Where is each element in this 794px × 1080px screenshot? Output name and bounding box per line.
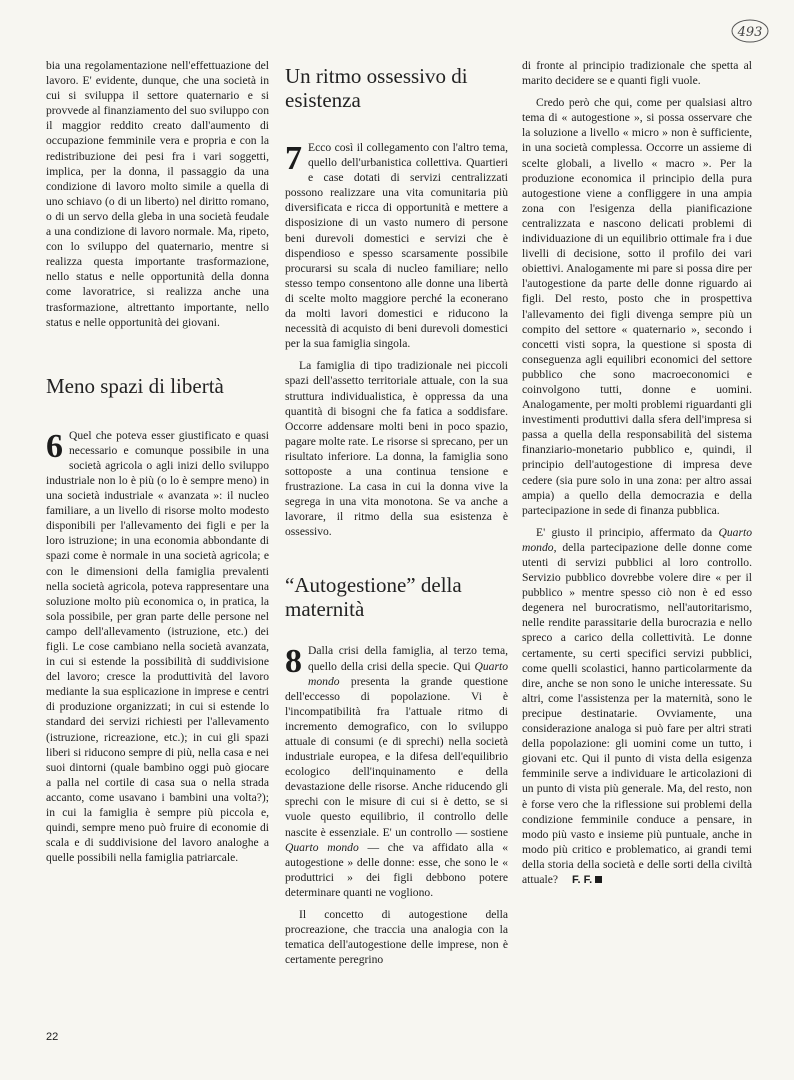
- column-left: [46, 58, 269, 865]
- section-heading-ritmo: Un ritmo ossessivo di esistenza: [285, 64, 468, 112]
- svg-text:493: 493: [737, 25, 763, 40]
- paragraph: E' giusto il principio, affermato da Quarto mondo, della partecipazione delle donne come utenti di servizi pubblici al loro controllo. Servizio pubblico dovrebbe volere dire « per il pubblico » mentre spesso ciò non è ed esso degenera nel burocratismo, nell'autoritarismo, nelle rendite parassitarie della burocrazia e nello spreco a carico della collettività. Le donne certamente, su certi specifici servizi pubblici, come quelli scolastici, hanno particolarmente da dire, anche se non sono le uniche interessate. Su altri, come l'assistenza per la maternità, sono le precipue destinatarie. Ovviamente, una considerazione analoga si può fare per altri strati della popolazione: gli uomini come un tutto, i giovani etc. Qui il punto di vista della esigenza femminile serve a individuare le articolazioni di un punto di vista più generale. Ma, del resto, non è forse vero che la riflessione sui problemi della condizione femminile conduce a pensare, in modo più vasto e insieme più puntuale, anche in modo più critico e problematico, ai grandi temi della storia della società e delle sorti della civiltà attuale? F. F.: [522, 525, 752, 886]
- section-heading-meno-spazi: Meno spazi di libertà: [46, 373, 224, 398]
- paragraph: La famiglia di tipo tradizionale nei piccoli spazi dell'assetto territoriale attuale, con la sua struttura individualistica, è oppressa da una quantità di bisogni che fa fatica a soddisfare. Occorre addensare molti beni in poco spazio, pagare molte rate. Le risorse si sprecano, per un risultato inferiore. La donna, la famiglia sono sottoposte a una continua tensione e frustrazione. La casa in cui la donna vive la segrega in una vita monotona. Se va anche a lavorare, il ritmo della sua esistenza è ossessivo.: [285, 359, 508, 539]
- paragraph-7: 7 Ecco così il collegamento con l'altro tema, quello dell'urbanistica collettiva. Quartieri e case dotati di servizi centralizzati possono realizzare una vita comunitaria più diversificata e ricca di opportunità e mettere a disposizione di un vasto numero di persone beni durevoli domestici e servizi che è dispendioso e spesso scarsamente possibile procurarsi su scala di nucleo familiare; nello stesso tempo consentono alle donne una libertà di scelte molto maggiore perché la econerano da molti lavori domestici e riducono la necessità di acquisto di beni durevoli domestici per la sua famiglia singola.: [285, 140, 508, 351]
- column-right: [522, 58, 752, 888]
- section-number-7: 7: [285, 140, 302, 177]
- paragraph: Credo però che qui, come per qualsiasi altro tema di « autogestione », si possa osservare che la soluzione a livello « micro » non è sufficiente, in una società complessa. Occorre un assieme di scelte globali, a livello « macro ». Per la produzione economica il principio della pura autogestione viene a confliggere in una ampia zona con l'esigenza della pianificazione centralizzata e nascono delicati problemi di individuazione di un equilibrio ottimale fra i due livelli di decisione, sotto il profilo dei vari obiettivi. Analogamente mi pare si possa dire per l'autogestione da parte delle donne riguardo ai figli. Del resto, posto che in prospettiva l'allevamento dei figli divenga sempre più un compito del settore « quaternario », secondo i concetti visti sopra, la questione si sposta di conseguenza agli equilibri economici del settore pubblico che sono macroeconomici e coinvolgono tutti, donne e uomini. Analogamente, per molti problemi riguardanti gli investimenti produttivi dalla sfera dell'impresa si passa a quella della responsabilità del sistema finanziario-monetario pubblico e, quindi, il principio dell'autogestione di impresa deve cedere (sia pure solo in una zona: per altro assai ampia) a quello della democrazia e della partecipazione in sede di finanza pubblica.: [522, 96, 752, 517]
- paragraph-6: 6 Quel che poteva esser giustificato e quasi necessario e comunque possibile in una società agricola o agli inizi dello sviluppo industriale non lo è più (o lo è sempre meno) in una società industriale « avanzata »: il nucleo familiare, a un livello di risorse molto modesto disponibili per l'allevamento dei figli e per la loro istruzione; in una economia abbondante di spazi come è normale in una società agricola; e con le dimensioni della famiglia prevalenti nella società agricola, poteva rappresentare una soluzione molto più economica o, in pratica, la sola possibile, per gran parte delle persone nel campo dell'allevamento (istruzione, etc.) dei figli. Le cose cambiano nella società avanzata, in cui si estende la possibilità di suddivisione del lavoro; cresce la produttività del lavoro mediante la sua esplicazione in imprese e centri di produzione organizzati; in cui si estende lo standard dei servizi richiesti per l'allevamento (istruzione, ricreazione, etc.); in cui gli spazi liberi si riducono sempre di più, nella casa e nei suoi dintorni (quale bambino oggi può giocare a palla nel cortile di casa sua o nella strada accanto, come usavano i bambini una volta?); in cui la famiglia è sempre più piccola e, quindi, sempre meno può fruire di economie di scala e di suddivisione del lavoro analoghe a quelle possibili nella famiglia patriarcale.: [46, 427, 269, 865]
- page-number: 22: [46, 1031, 59, 1043]
- handwritten-page-mark: [730, 18, 770, 44]
- author-signature: F. F.: [572, 873, 593, 886]
- column-middle: [285, 58, 508, 967]
- paragraph-8: 8 Dalla crisi della famiglia, al terzo tema, quello della crisi della specie. Qui Quarto mondo presenta la grande questione dell'eccesso di popolazione. Vi è l'incompatibilità fra l'attuale ritmo di incremento demografico, con lo sviluppo attuale di consumi (e di sprechi) nella società industriale europea, e la difesa dell'equilibrio ecologico dell'inquinamento e della devastazione delle risorse. Anche riducendo gli sprechi con le misure di cui si è detto, se si vuole questo equilibrio, il controllo delle nascite è essenziale. E' un controllo — sostiene Quarto mondo — che va affidato alla « autogestione » delle donne: esse, che sono le « produttrici » dei figli debbono potere determinare quanti ne vogliono.: [285, 643, 508, 899]
- paragraph: di fronte al principio tradizionale che spetta al marito decidere se e quanti figli vuole.: [522, 59, 752, 88]
- end-square-icon: [595, 876, 602, 883]
- section-number-6: 6: [46, 427, 63, 465]
- paragraph: Il concetto di autogestione della procreazione, che traccia una analogia con la tematica dell'autogestione delle imprese, non è certamente peregrino: [285, 908, 508, 967]
- paragraph: bia una regolamentazione nell'effettuazione del lavoro. E' evidente, dunque, che una società in cui si sviluppa il settore quaternario e si provvede al finanziamento del suo sviluppo con il maggior reddito creato dall'aumento di occupazione femminile vera e propria e con la redistribuzione dei pesi fra i vari soggetti, implica, per la donna, il passaggio da una condizione di lavoro molto simile a quella di uno schiavo (o di un liberto) nel diritto romano, o di un servo della gleba in una società feudale a una condizione di lavoro normale. Ma, ripeto, con lo sviluppo del quaternario, mentre si realizza questa importante trasformazione, nello status e nelle opportunità della donna come lavoratrice, si realizza anche una trasformazione, altrettanto importante, nello status e nelle opportunità dei giovani.: [46, 59, 269, 329]
- section-number-8: 8: [285, 643, 302, 681]
- section-heading-autogestione: “Autogestione” della maternità: [285, 573, 462, 622]
